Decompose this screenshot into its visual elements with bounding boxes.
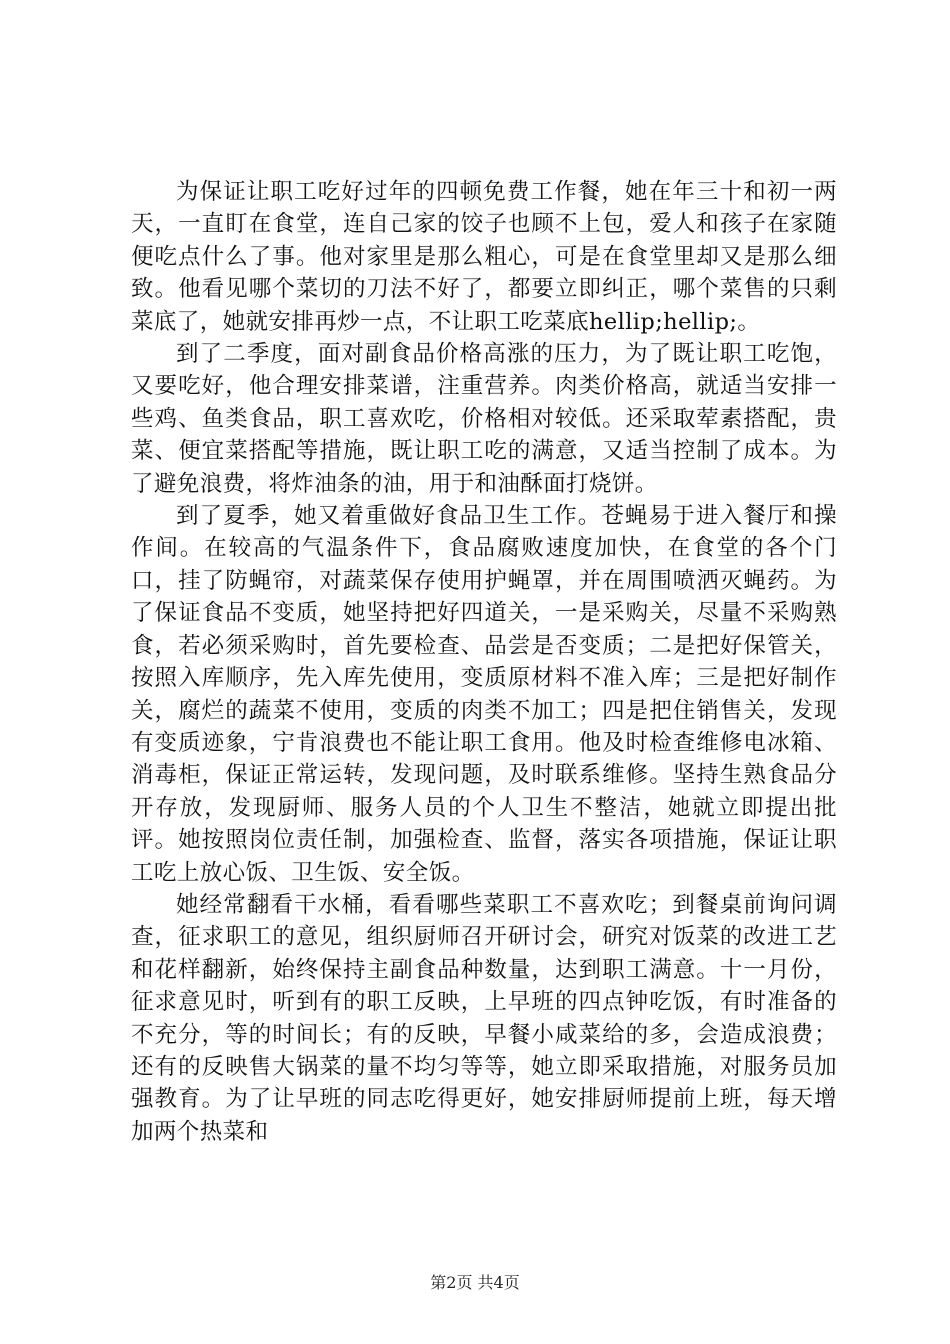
paragraph-1: 为保证让职工吃好过年的四顿免费工作餐，她在年三十和初一两天，一直盯在食堂，连自己家的饺子也顾不上包，爱人和孩子在家随便吃点什么了事。他对家里是那么粗心，可是在食堂里却又是那么细致。他看见哪个菜切的刀法不好了，都要立即纠正，哪个菜售的只剩菜底了，她就安排再炒一点，不让职工吃菜底hellip;hellip;。 [131,179,837,335]
paragraph-3: 到了夏季，她又着重做好食品卫生工作。苍蝇易于进入餐厅和操作间。在较高的气温条件下，食品腐败速度加快，在食堂的各个门口，挂了防蝇帘，对蔬菜保存使用护蝇罩，并在周围喷洒灭蝇药。为了保证食品不变质，她坚持把好四道关，一是采购关，尽量不采购熟食，若必须采购时，首先要检查、品尝是否变质；二是把好保管关，按照入库顺序，先入库先使用，变质原材料不准入库；三是把好制作关，腐烂的蔬菜不使用，变质的肉类不加工；四是把住销售关，发现有变质迹象，宁肯浪费也不能让职工食用。他及时检查维修电冰箱、消毒柜，保证正常运转，发现问题，及时联系维修。坚持生熟食品分开存放，发现厨师、服务人员的个人卫生不整洁，她就立即提出批评。她按照岗位责任制，加强检查、监督，落实各项措施，保证让职工吃上放心饭、卫生饭、安全饭。 [131,503,837,886]
paragraph-2: 到了二季度，面对副食品价格高涨的压力，为了既让职工吃饱，又要吃好，他合理安排菜谱，注重营养。肉类价格高，就适当安排一些鸡、鱼类食品，职工喜欢吃，价格相对较低。还采取荤素搭配，贵菜、便宜菜搭配等措施，既让职工吃的满意，又适当控制了成本。为了避免浪费，将炸油条的油，用于和油酥面打烧饼。 [131,341,837,497]
page-footer: 第2页 共4页 [430,1273,520,1292]
paragraph-4: 她经常翻看干水桶，看看哪些菜职工不喜欢吃；到餐桌前询问调查，征求职工的意见，组织厨师召开研讨会，研究对饭菜的改进工艺和花样翻新，始终保持主副食品种数量，达到职工满意。十一月份，征求意见时，听到有的职工反映，上早班的四点钟吃饭，有时准备的不充分，等的时间长；有的反映，早餐小咸菜给的多，会造成浪费；还有的反映售大锅菜的量不均匀等等，她立即采取措施，对服务员加强教育。为了让早班的同志吃得更好，她安排厨师提前上班，每天增加两个热菜和 [131,891,837,1145]
document-body [131,176,837,1148]
